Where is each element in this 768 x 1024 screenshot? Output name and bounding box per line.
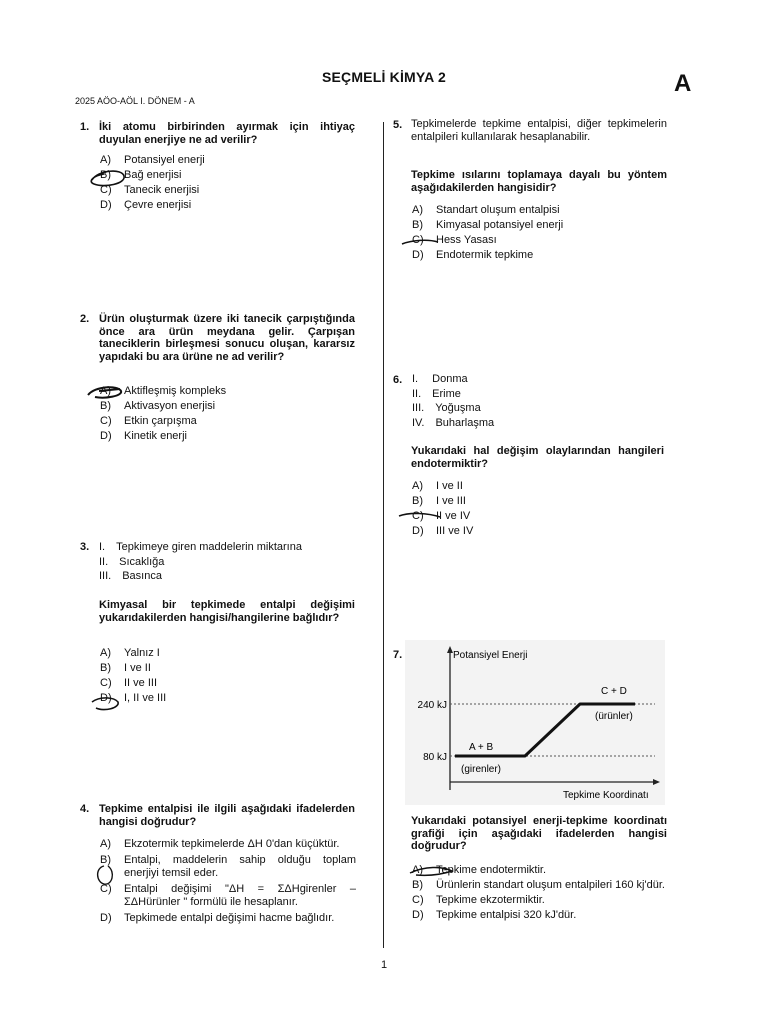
question-1-number: 1. [80,121,90,133]
question-5-stem: Tepkime ısılarını toplamaya dayalı bu yöntem aşağıdakilerden hangisidir? [411,169,667,194]
reactants-label: A + B [469,742,494,753]
option-d[interactable]: D) Tepkimede entalpi değişimi hacme bağlıdır. [100,912,335,924]
x-axis-label: Tepkime Koordinatı [563,790,649,801]
exam-subtitle: 2025 AÖO-AÖL I. DÖNEM - A [75,96,195,106]
question-3-stem: Kimyasal bir tepkimede entalpi değişimi yukarıdakilerden hangisi/hangilerine bağlıdır? [99,599,355,624]
option-a[interactable]: A) Aktifleşmiş kompleks [100,385,227,397]
option-d[interactable]: D) Çevre enerjisi [100,199,192,211]
option-b[interactable]: B) Aktivasyon enerjisi [100,400,216,412]
option-c[interactable]: C) Tanecik enerjisi [100,184,200,196]
option-d[interactable]: D) Tepkime entalpisi 320 kJ'dür. [412,909,577,921]
y-axis-label: Potansiyel Enerji [453,650,528,661]
option-a[interactable]: A) Ekzotermik tepkimelerde ΔH 0'dan küçüktür. [100,838,340,850]
option-d[interactable]: D) Endotermik tepkime [412,249,534,261]
y-tick-240: 240 kJ [417,700,447,711]
question-2-stem: Ürün oluşturmak üzere iki tanecik çarpıştığında önce ara ürün meydana gelir. Çarpışan taneciklerin birleşmesi sonucu oluşan, kararsız yapıdaki bu ara ürüne ne ad verilir? [99,313,355,363]
question-6-stem: Yukarıdaki hal değişim olaylarından hangileri endotermiktir? [411,445,664,470]
pen-mark-q3 [92,698,118,710]
option-b[interactable]: B) Entalpi, maddelerin sahip olduğu toplam enerjiyi temsil eder. [100,854,356,879]
item-4: IV. Buharlaşma [412,416,495,429]
option-b[interactable]: B) Ürünlerin standart oluşum entalpileri 160 kj'dür. [412,879,665,891]
exam-title: SEÇMELİ KİMYA 2 [321,69,447,85]
question-1-stem: İki atomu birbirinden ayırmak için ihtiyaç duyulan enerjiye ne ad verilir? [99,121,355,146]
reactants-sublabel: (girenler) [461,764,502,775]
option-c[interactable]: C) Entalpi değişimi "ΔH = ΣΔHgirenler – ΣΔHürünler " formülü ile hesaplanır. [100,883,356,908]
question-7-stem: Yukarıdaki potansiyel enerji-tepkime koordinatı grafiği için aşağıdaki ifadelerden hangisi doğrudur? [411,815,667,852]
question-7-number: 7. [393,649,403,661]
option-a[interactable]: A) I ve II [412,480,463,492]
option-b[interactable]: B) I ve III [412,495,466,507]
question-6-number: 6. [393,374,403,386]
option-b[interactable]: B) Kimyasal potansiyel enerji [412,219,564,231]
question-5-number: 5. [393,119,403,131]
option-d[interactable]: D) I, II ve III [100,692,167,704]
pen-mark-q7 [410,867,452,875]
option-c[interactable]: C) II ve III [100,677,158,689]
option-b[interactable]: B) I ve II [100,662,151,674]
question-2-number: 2. [80,313,90,325]
item-1: I. Donma [412,373,468,385]
page-number: 1 [380,959,388,971]
option-a[interactable]: A) Yalnız I [100,647,160,659]
pen-mark-q5 [402,240,438,244]
item-3: III. Yoğuşma [412,402,481,414]
pen-mark-q4 [98,866,113,884]
option-a[interactable]: A) Potansiyel enerji [100,154,205,166]
option-c[interactable]: C) Etkin çarpışma [100,415,197,427]
option-c[interactable]: C) Tepkime ekzotermiktir. [412,894,545,906]
item-3: III. Basınca [99,570,162,582]
question-3-number: 3. [80,541,90,553]
products-label: C + D [601,686,627,697]
item-2: II. Sıcaklığa [99,555,165,568]
booklet-letter: A [674,70,692,97]
question-4-number: 4. [80,803,90,815]
option-b[interactable]: B) Bağ enerjisi [100,169,182,181]
option-a[interactable]: A) Standart oluşum entalpisi [412,204,560,216]
option-a[interactable]: A) Tepkime endotermiktir. [412,864,547,876]
products-sublabel: (ürünler) [595,711,633,722]
pen-mark-q2 [88,387,121,397]
option-c[interactable]: C) II ve IV [412,510,471,522]
item-1: I. Tepkimeye giren maddelerin miktarına [99,541,302,553]
question-4-stem: Tepkime entalpisi ile ilgili aşağıdaki ifadelerden hangisi doğrudur? [99,803,355,828]
question-5-intro: Tepkimelerde tepkime entalpisi, diğer tepkimelerin entalpileri kullanılarak hesaplanabilir. [411,118,667,143]
y-tick-80: 80 kJ [423,752,447,763]
pen-mark-q6 [399,513,440,517]
option-c[interactable]: C) Hess Yasası [412,234,497,246]
item-2: II. Erime [412,387,461,400]
option-d[interactable]: D) III ve IV [412,525,474,537]
pen-mark-q1 [91,171,124,186]
option-d[interactable]: D) Kinetik enerji [100,430,187,442]
